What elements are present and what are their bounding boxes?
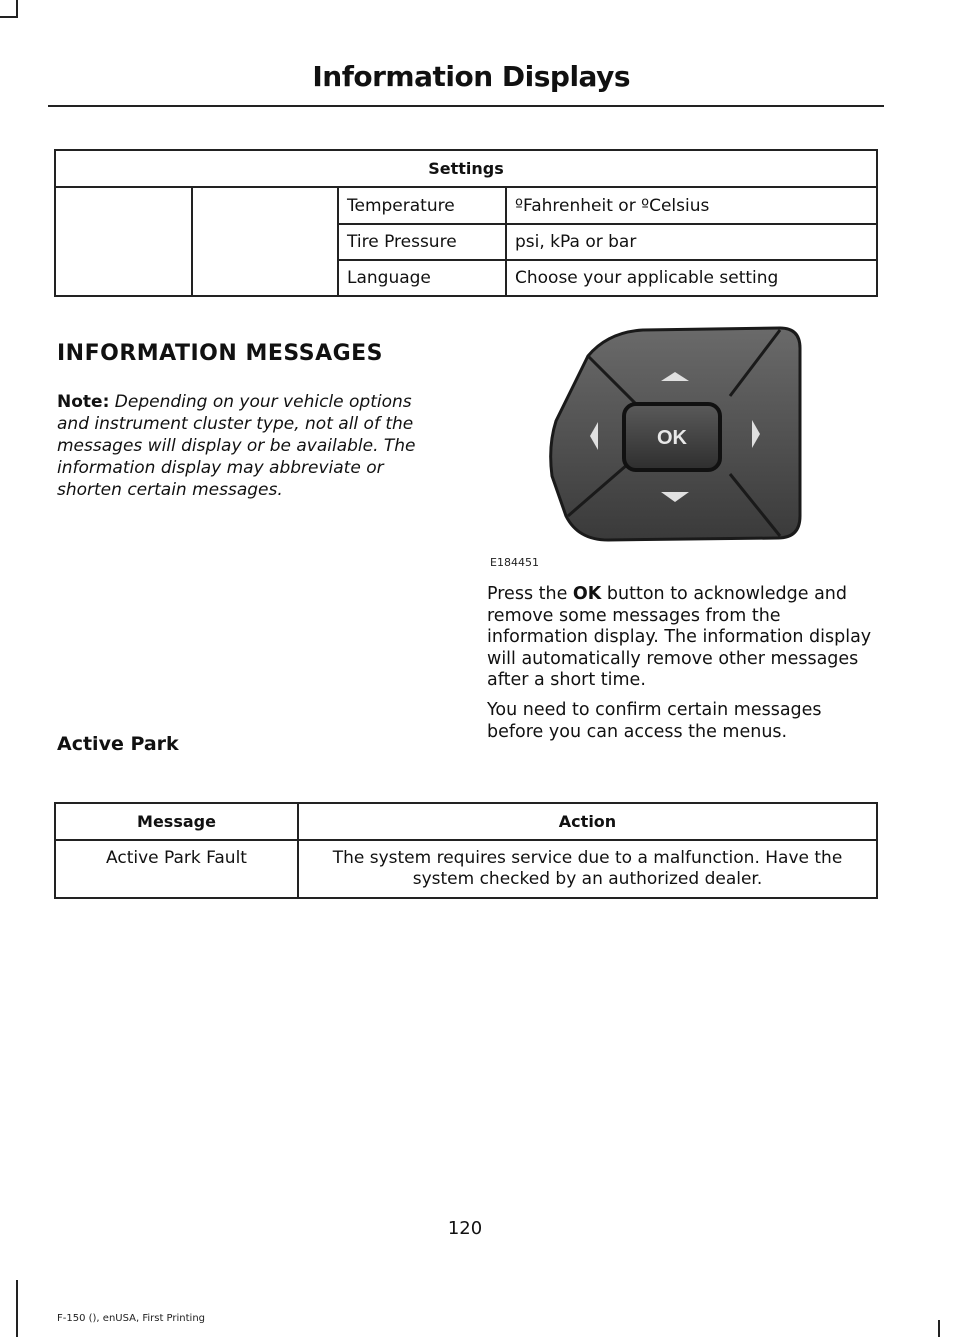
crop-mark-bottom-right-vertical	[938, 1320, 940, 1337]
settings-table	[54, 149, 878, 297]
settings-value: psi, kPa or bar	[506, 224, 877, 260]
ok-button-label: OK	[657, 427, 687, 449]
settings-option: Language	[338, 260, 506, 296]
active-park-table	[54, 802, 878, 899]
column-header-action: Action	[298, 803, 877, 840]
page-number: 120	[447, 1218, 483, 1239]
ok-emphasis: OK	[572, 584, 602, 604]
page-title-text: Information Displays	[312, 60, 630, 93]
note-paragraph	[57, 391, 442, 501]
note-text: Depending on your vehicle options and instrument cluster type, not all of the messages will display or be available. The information display may abbreviate or shorten certain messages.	[57, 392, 416, 500]
settings-option: Tire Pressure	[338, 224, 506, 260]
active-park-heading: Active Park	[57, 733, 179, 755]
paragraph-ok-button	[487, 584, 882, 692]
footer-edition: F-150 (), enUSA, First Printing	[57, 1313, 206, 1324]
paragraph-text: Press the	[487, 584, 573, 604]
paragraph-confirm: You need to confirm certain messages before you can access the menus.	[487, 700, 822, 742]
crop-mark-bottom-left-vertical	[16, 1280, 18, 1337]
message-cell: Active Park Fault	[55, 840, 298, 898]
header-rule	[48, 105, 884, 107]
figure-code: E184451	[490, 556, 539, 569]
action-cell: The system requires service due to a malfunction. Have the system checked by an authorized dealer.	[298, 840, 877, 898]
steering-control-figure	[548, 326, 803, 544]
note-label: Note:	[57, 392, 110, 412]
crop-mark-top-left-horizontal	[0, 16, 18, 18]
settings-value: Choose your applicable setting	[506, 260, 877, 296]
column-header-message: Message	[55, 803, 298, 840]
settings-value: ºFahrenheit or ºCelsius	[506, 187, 877, 224]
page-title	[0, 60, 930, 93]
settings-empty-cell-2	[192, 187, 338, 296]
section-heading: INFORMATION MESSAGES	[57, 341, 384, 366]
settings-table-title: Settings	[55, 150, 877, 187]
paragraph-text: button to acknowledge and remove some messages from the information display. The information display will automatically remove other messages after a short time.	[487, 584, 872, 690]
settings-option: Temperature	[338, 187, 506, 224]
settings-empty-cell-1	[55, 187, 192, 296]
